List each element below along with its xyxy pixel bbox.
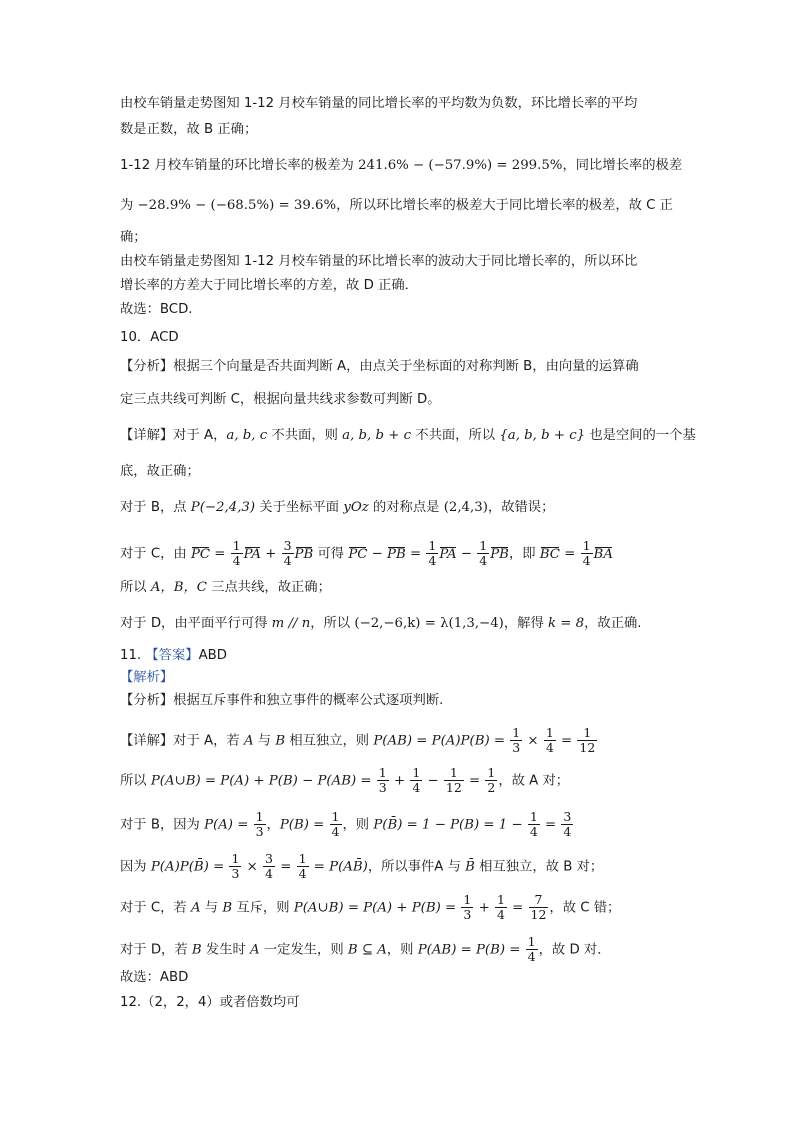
- text-line: 定三点共线可判断 C，根据向量共线求参数可判断 D。: [120, 392, 441, 407]
- text-run: 的对称点是: [368, 500, 444, 515]
- numerator: 1: [527, 934, 536, 949]
- answer-value: ABD: [198, 648, 228, 663]
- text-run: ，解得: [503, 616, 548, 631]
- text-run: ，即: [508, 546, 540, 562]
- text-line: [120, 810, 574, 839]
- question-number: 11.: [120, 648, 146, 663]
- numerator: 1: [378, 765, 387, 780]
- text-run: ，则: [342, 817, 374, 833]
- denominator: 4: [545, 740, 554, 755]
- fraction: [282, 539, 294, 568]
- denominator: 4: [331, 824, 340, 839]
- text-line: [120, 726, 598, 755]
- text-run: 因为: [120, 859, 151, 875]
- fraction: [426, 539, 438, 568]
- numerator: 1: [331, 809, 340, 824]
- text-run: 对于 C，若: [120, 900, 191, 916]
- fraction: [526, 935, 538, 964]
- question-number: 10．ACD: [120, 330, 179, 345]
- text-run: ，同比增长率的极差: [562, 158, 683, 173]
- text-line: [120, 647, 227, 665]
- math-symbol: B: [222, 900, 233, 916]
- vector-PB: PB: [387, 546, 406, 562]
- text-line: 增长率的方差大于同比增长率的方差，故 D 正确．: [120, 278, 418, 293]
- numerator: 1: [232, 538, 241, 553]
- math-expression: P(B) =: [279, 817, 329, 833]
- text-run: 不共面，则: [267, 428, 343, 443]
- vector-PA: PA: [439, 546, 457, 562]
- text-line: [120, 197, 673, 215]
- denominator: 4: [298, 866, 307, 881]
- text-run: 发生时: [201, 942, 251, 958]
- text-line: 由校车销量走势图知 1-12 月校车销量的同比增长率的平均数为负数，环比增长率的平均: [120, 96, 638, 111]
- math-symbol: A: [243, 733, 254, 749]
- text-run: 对于 D，由平面平行可得: [120, 616, 272, 631]
- vector-PB: PB: [490, 546, 509, 562]
- math-point: P(−2,4,3): [190, 500, 256, 515]
- denominator: 12: [445, 780, 462, 795]
- text-line: [120, 499, 554, 517]
- math-op: =: [464, 773, 485, 789]
- numerator: 1: [529, 809, 538, 824]
- question-number: 12.（2，2，4）或者倍数均可: [120, 995, 300, 1010]
- numerator: 1: [463, 892, 472, 907]
- math-op: +: [389, 773, 410, 789]
- vector-PA: PA: [243, 546, 261, 562]
- text-run: 【详解】对于 A，: [120, 428, 227, 443]
- text-run: ，: [266, 817, 280, 833]
- fraction: [528, 810, 540, 839]
- fraction: [229, 852, 241, 881]
- text-run: 对于 C，由: [120, 546, 191, 562]
- fraction: [529, 893, 549, 922]
- text-run: ，故错误；: [487, 500, 555, 515]
- numerator: 1: [577, 726, 597, 741]
- vector-PC: PC: [190, 546, 211, 562]
- numerator: 1: [512, 725, 521, 740]
- text-line: [120, 852, 603, 881]
- text-line: 故选：ABD: [120, 970, 189, 985]
- math-expression: P(A) =: [204, 817, 253, 833]
- math-expression: (−2,−6,k) = λ(1,3,−4): [354, 616, 504, 631]
- denominator: 4: [479, 553, 488, 568]
- math-symbol: B: [275, 733, 286, 749]
- math-op: =: [210, 546, 230, 562]
- math-expression: k = 8: [547, 616, 585, 631]
- text-run: ，故 C 错；: [549, 900, 621, 916]
- text-run: ，故 A 对；: [498, 773, 570, 789]
- math-expression: P(A)P(B̄) =: [150, 859, 229, 875]
- math-op: −: [423, 773, 443, 789]
- text-run: 所以: [120, 773, 151, 789]
- text-line: [120, 893, 620, 922]
- text-run: ，所以环比增长率的极差大于同比增长率的极差，故 C 正: [336, 198, 673, 213]
- text-line: 【分析】根据互斥事件和独立事件的概率公式逐项判断.: [120, 693, 444, 708]
- numerator: 1: [298, 851, 307, 866]
- numerator: 3: [283, 538, 292, 553]
- denominator: 4: [412, 780, 421, 795]
- math-expression: = P(AB̄): [309, 859, 368, 875]
- text-run: 对于 B，因为: [120, 817, 205, 833]
- text-line: [120, 157, 682, 175]
- text-run: 不共面，所以: [411, 428, 500, 443]
- fraction: [495, 893, 507, 922]
- fraction: [461, 893, 473, 922]
- fraction: [477, 539, 489, 568]
- math-plane: yOz: [343, 500, 369, 515]
- text-run: 相互独立，则: [285, 733, 374, 749]
- numerator: 1: [428, 538, 437, 553]
- text-run: 对于 B，点: [120, 500, 191, 515]
- denominator: 12: [579, 740, 596, 755]
- math-op: +: [260, 546, 281, 562]
- denominator: 4: [232, 553, 241, 568]
- math-op: ×: [242, 859, 263, 875]
- denominator: 3: [512, 740, 521, 755]
- math-expression: P(B̄) = 1 − P(B) = 1 −: [373, 817, 527, 833]
- text-run: 为: [120, 198, 138, 213]
- numerator: 1: [412, 765, 421, 780]
- fraction: [297, 852, 309, 881]
- vector-BA: BA: [593, 546, 613, 562]
- fraction: [544, 726, 556, 755]
- fraction: [561, 810, 573, 839]
- math-expression: P(A∪B) = P(A) + P(B) − P(AB) =: [150, 773, 376, 789]
- fraction: [263, 852, 275, 881]
- text-line: 确；: [120, 230, 147, 245]
- fraction: [485, 766, 497, 795]
- math-op: +: [474, 900, 494, 916]
- text-run: 与: [200, 900, 223, 916]
- text-run: 可得: [313, 546, 349, 562]
- denominator: 3: [231, 866, 240, 881]
- math-symbol: B: [191, 942, 202, 958]
- text-run: 1-12 月校车销量的环比增长率的极差为: [120, 158, 359, 173]
- text-run: ，所以: [310, 616, 355, 631]
- text-line: 【分析】根据三个向量是否共面判断 A，由点关于坐标面的对称判断 B，由向量的运算确: [120, 359, 639, 374]
- denominator: 4: [265, 866, 273, 881]
- denominator: 4: [428, 553, 437, 568]
- fraction: [510, 726, 522, 755]
- text-line: [120, 935, 611, 964]
- text-line: [120, 615, 642, 633]
- denominator: 3: [463, 907, 472, 922]
- denominator: 4: [527, 949, 536, 964]
- math-op: =: [540, 817, 561, 833]
- text-run: 一定发生，则: [259, 942, 348, 958]
- math-point: (2,4,3): [443, 500, 488, 515]
- text-line: [120, 539, 613, 568]
- text-line: [120, 766, 569, 795]
- fraction: [410, 766, 422, 795]
- fraction: [330, 810, 342, 839]
- analysis-tag: 【解析】: [120, 670, 174, 685]
- text-run: 相互独立，故 B 对；: [474, 859, 604, 875]
- fraction: [254, 810, 266, 839]
- numerator: 3: [563, 809, 572, 824]
- text-line: 数是正数，故 B 正确；: [120, 122, 258, 137]
- numerator: 1: [582, 538, 591, 553]
- text-run: 与: [253, 733, 276, 749]
- math-expression: 241.6% − (−57.9%) = 299.5%: [358, 158, 563, 173]
- math-expression: m // n: [271, 616, 311, 631]
- text-line: 故选：BCD.: [120, 302, 193, 317]
- math-vectors: a, b, c: [226, 428, 268, 443]
- text-run: 所以: [120, 580, 151, 595]
- numerator: 1: [255, 809, 264, 824]
- text-run: 互斥，则: [232, 900, 294, 916]
- fraction: [377, 766, 389, 795]
- math-set: {a, b, b + c}: [499, 428, 586, 443]
- denominator: 4: [563, 824, 572, 839]
- numerator: 1: [231, 851, 240, 866]
- math-op: ×: [523, 733, 543, 749]
- numerator: 7: [529, 893, 549, 908]
- math-op: =: [559, 546, 580, 562]
- fraction: [444, 766, 464, 795]
- text-run: 【详解】对于 A，若: [120, 733, 244, 749]
- text-line: [120, 579, 331, 597]
- numerator: 1: [487, 765, 496, 780]
- numerator: 1: [545, 725, 554, 740]
- numerator: 1: [444, 766, 464, 781]
- text-run: 对于 D，若: [120, 942, 192, 958]
- text-run: ，故正确.: [584, 616, 642, 631]
- math-op: −: [456, 546, 477, 562]
- math-expression: P(A∪B) = P(A) + P(B) =: [293, 900, 461, 916]
- denominator: 2: [487, 780, 496, 795]
- math-op: =: [405, 546, 426, 562]
- vector-PC: PC: [348, 546, 368, 562]
- text-run: ，则: [386, 942, 418, 958]
- math-symbol: A: [250, 942, 260, 958]
- math-op: =: [556, 733, 577, 749]
- text-line: [120, 427, 696, 445]
- denominator: 4: [496, 907, 505, 922]
- denominator: 3: [378, 780, 387, 795]
- math-symbol: B̄: [465, 859, 475, 875]
- math-symbol: A: [190, 900, 201, 916]
- denominator: 4: [283, 553, 292, 568]
- text-run: 也是空间的一个基: [585, 428, 696, 443]
- math-op: =: [507, 900, 528, 916]
- numerator: 1: [496, 892, 505, 907]
- fraction: [231, 539, 243, 568]
- math-op: −: [367, 546, 388, 562]
- denominator: 4: [529, 824, 538, 839]
- math-expression: P(AB) = P(B) =: [417, 942, 525, 958]
- math-expression: B ⊆ A: [347, 942, 387, 958]
- denominator: 4: [582, 553, 591, 568]
- fraction: [581, 539, 593, 568]
- fraction: [577, 726, 597, 755]
- denominator: 3: [255, 824, 264, 839]
- text-run: ，所以事件A 与: [367, 859, 466, 875]
- math-op: =: [275, 859, 296, 875]
- answer-tag: 【答案】: [145, 648, 199, 663]
- text-line: 底，故正确；: [120, 464, 200, 479]
- math-expression: −28.9% − (−68.5%) = 39.6%: [137, 198, 337, 213]
- text-line: 由校车销量走势图知 1-12 月校车销量的环比增长率的波动大于同比增长率的，所以环比: [120, 254, 638, 269]
- text-run: 关于坐标平面: [255, 500, 344, 515]
- math-expression: P(AB) = P(A)P(B) =: [373, 733, 510, 749]
- numerator: 1: [479, 538, 488, 553]
- vector-PB: PB: [294, 546, 314, 562]
- math-points: A，B，C: [150, 580, 207, 595]
- math-vectors: a, b, b + c: [342, 428, 412, 443]
- text-run: 三点共线，故正确；: [206, 580, 331, 595]
- text-run: ，故 D 对．: [538, 942, 611, 958]
- denominator: 12: [530, 907, 547, 922]
- numerator: 3: [265, 851, 273, 866]
- vector-BC: BC: [539, 546, 560, 562]
